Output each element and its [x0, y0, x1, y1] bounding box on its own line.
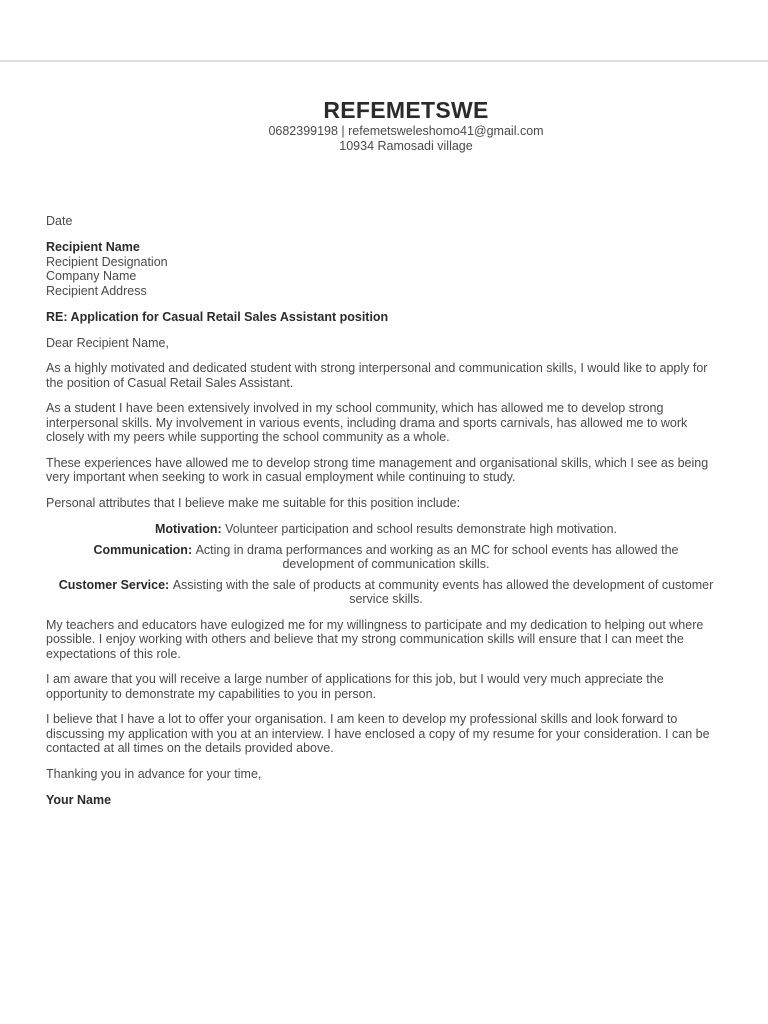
attribute-label: Customer Service: [58, 577, 173, 592]
contact-line: 0682399198 | refemetsweleshomo41@gmail.com [268, 124, 544, 138]
subject-line: RE: Application for Casual Retail Sales Assistant position [46, 310, 389, 324]
letter-date: Date [46, 214, 73, 228]
paragraph: My teachers and educators have eulogized me for my willingness to participate and my dedication to helping out where possible. I enjoy working with others and believe that my strong communication skills will ensure that I can meet the expectations of this role. [46, 617, 704, 661]
signature-name: Your Name [46, 793, 112, 807]
salutation: Dear Recipient Name, [46, 336, 169, 350]
cover-letter [46, 96, 726, 807]
attribute-item [46, 522, 726, 537]
recipient-designation: Recipient Designation [46, 254, 168, 269]
recipient-company: Company Name [46, 269, 137, 283]
recipient-address: Recipient Address [46, 283, 147, 298]
paragraph: As a student I have been extensively involved in my school community, which has allowed me to develop strong interpersonal skills. My involvement in various events, including drama and sports carnivals, has allowed me to work closely with my peers while supporting the school community as a whole. [46, 401, 688, 444]
attribute-text: Volunteer participation and school results demonstrate high motivation. [225, 522, 618, 536]
attribute-text: Acting in drama performances and working as an MC for school events has allowed the development of communication skills. [195, 542, 679, 571]
recipient-block [46, 240, 726, 298]
paragraph: I am aware that you will receive a large number of applications for this job, but I would very much appreciate the opportunity to demonstrate my capabilities to you in person. [46, 672, 664, 701]
closing-line: Thanking you in advance for your time, [46, 766, 262, 781]
top-divider [0, 60, 768, 62]
letter-header [86, 96, 726, 154]
attribute-item [46, 578, 726, 607]
attribute-label: Communication: [93, 542, 196, 557]
recipient-name: Recipient Name [46, 240, 140, 254]
attribute-item [46, 543, 726, 572]
attribute-text: Assisting with the sale of products at community events has allowed the development of customer service skills. [172, 577, 714, 606]
paragraph: Personal attributes that I believe make me suitable for this position include: [46, 495, 461, 510]
address-line: 10934 Ramosadi village [339, 139, 473, 153]
paragraph: These experiences have allowed me to develop strong time management and organisational skills, which I see as being very important when seeking to work in casual employment while continuing to study. [46, 455, 709, 484]
applicant-name: REFEMETSWE [323, 97, 489, 123]
paragraph: I believe that I have a lot to offer your organisation. I am keen to develop my professional skills and look forward to discussing my application with you at an interview. I have enclosed a copy of my resume for your consideration. I can be contacted at all times on the details provided above. [46, 712, 710, 755]
paragraph: As a highly motivated and dedicated student with strong interpersonal and communication skills, I would like to apply for the position of Casual Retail Sales Assistant. [46, 361, 708, 390]
attribute-label: Motivation: [154, 522, 226, 536]
